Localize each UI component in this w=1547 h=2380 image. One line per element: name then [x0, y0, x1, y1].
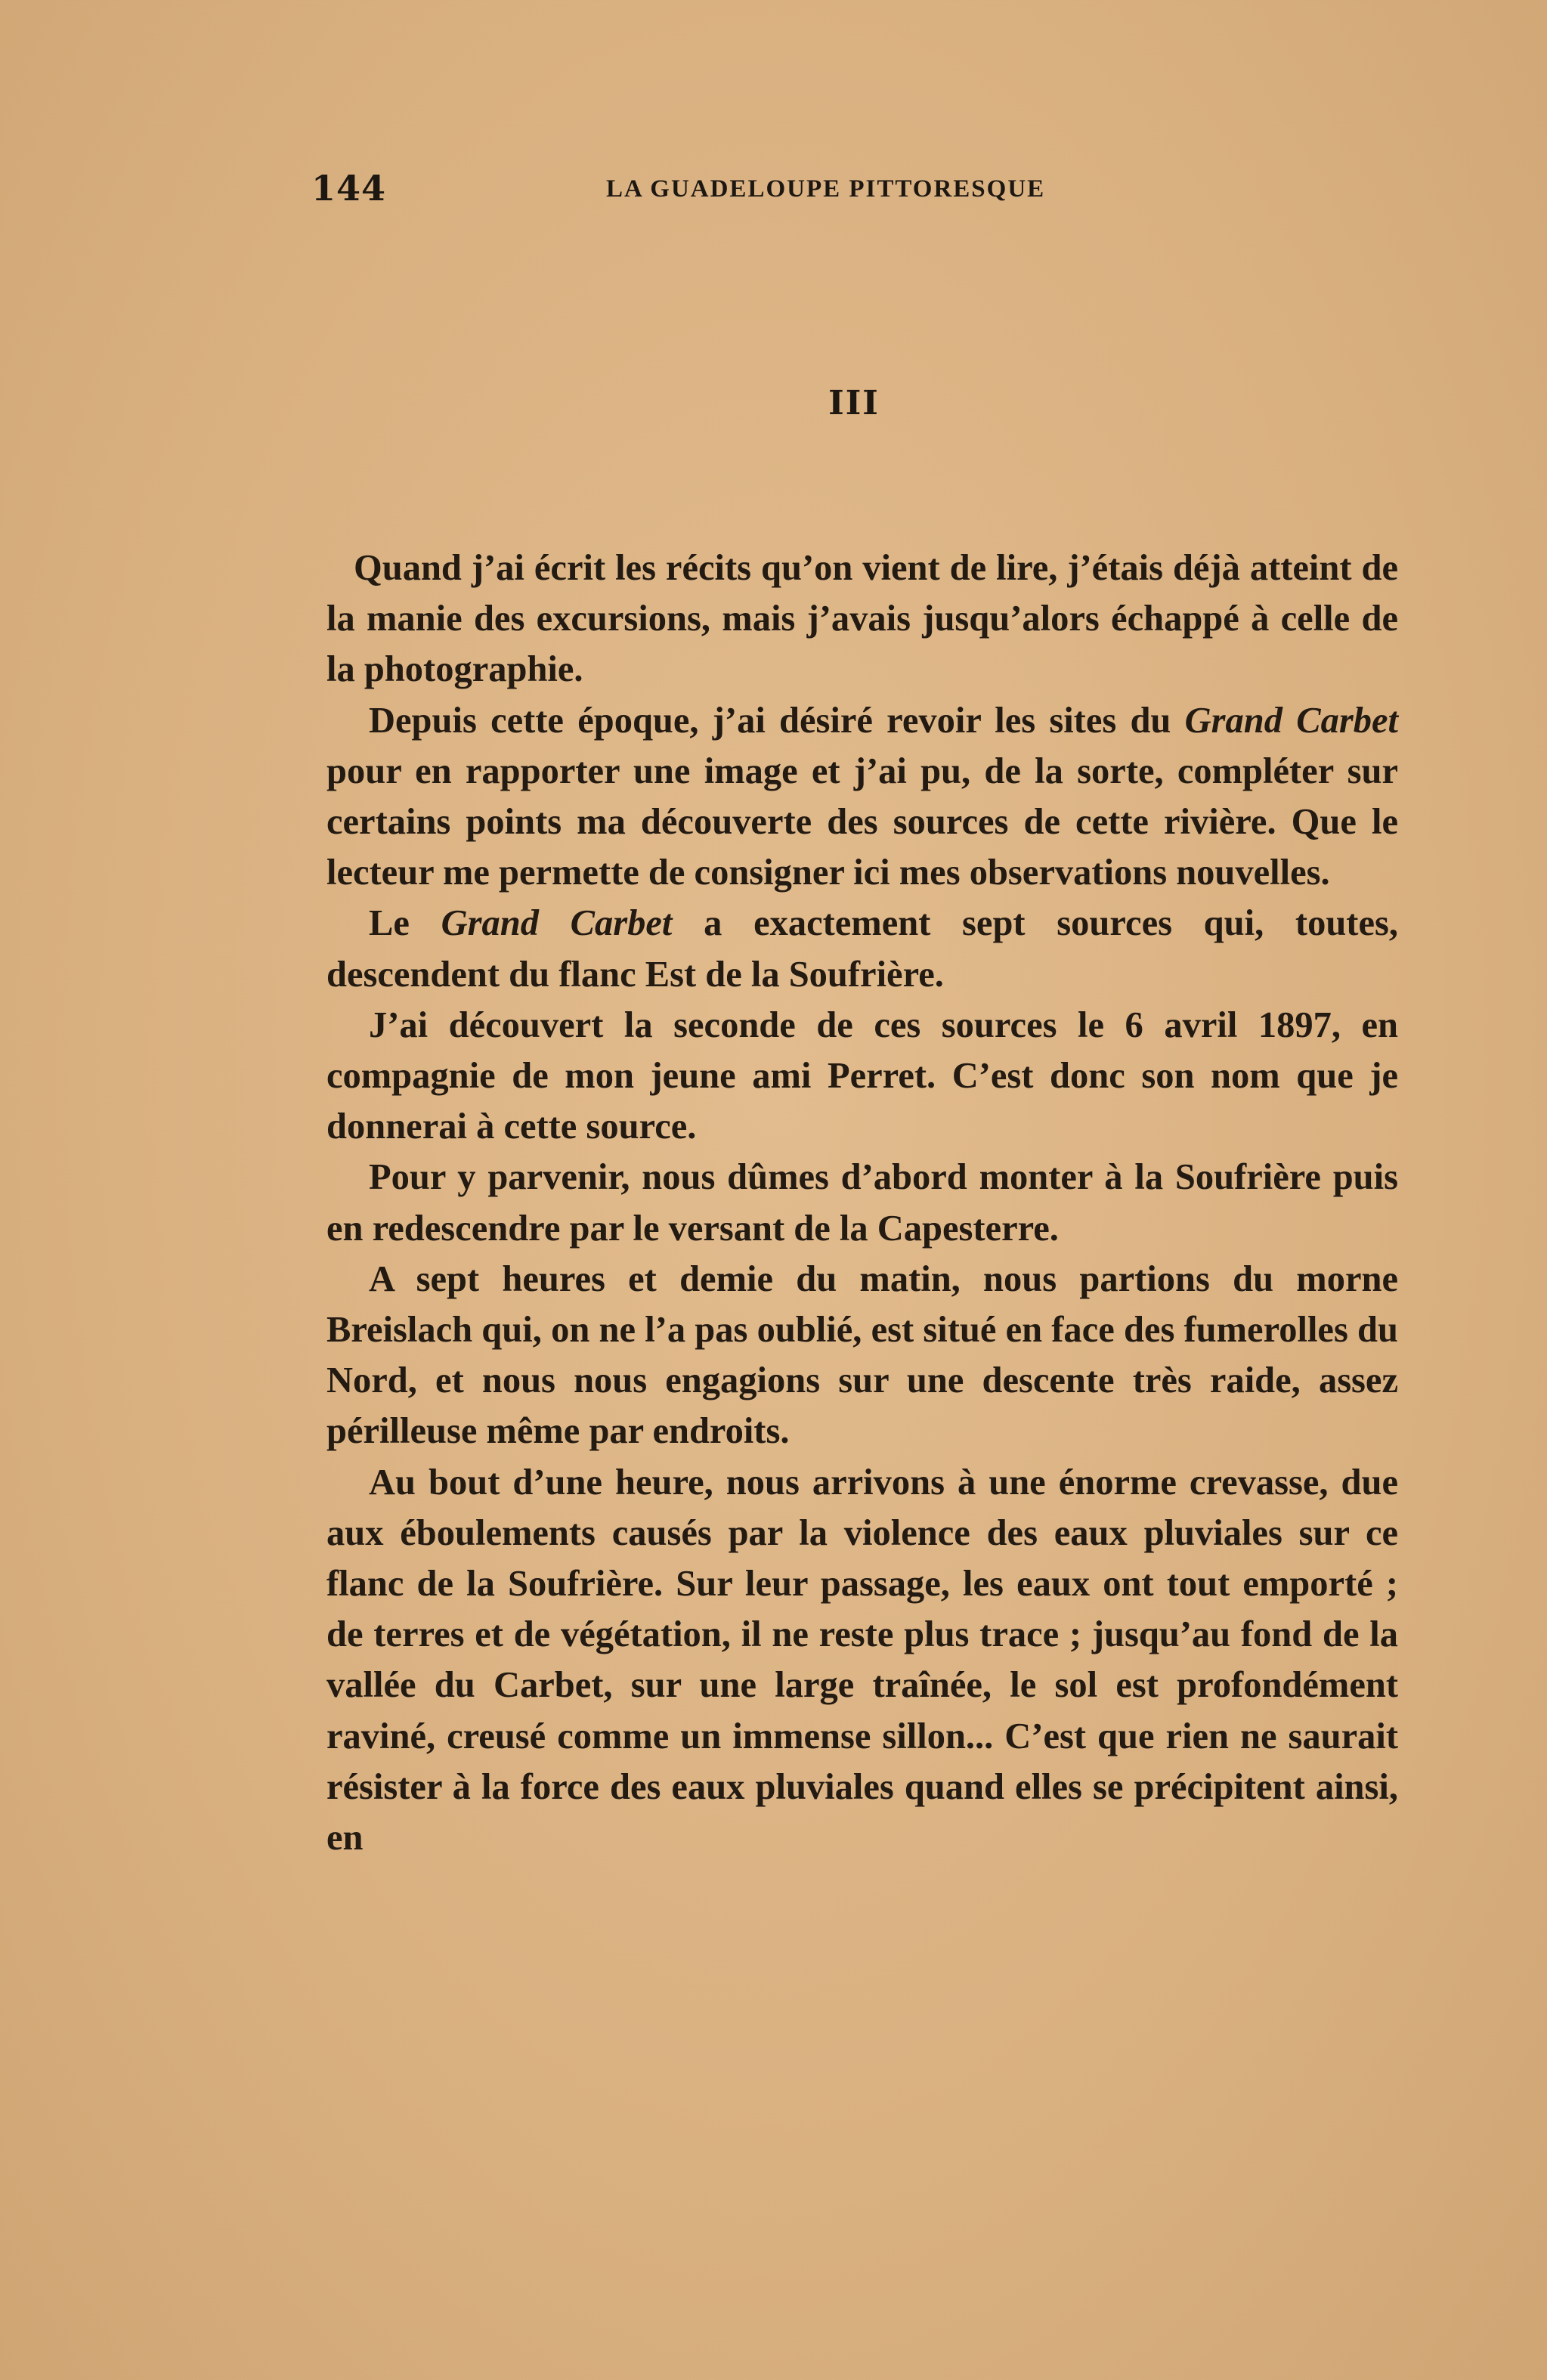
place-name: Grand Carbet — [441, 903, 673, 944]
body-text — [326, 543, 1398, 1863]
page-number: 144 — [311, 168, 387, 209]
running-head — [311, 168, 1097, 213]
paragraph: Depuis cette époque, j’ai désiré revoir les sites du Grand Carbet pour en rapporter une image et j’ai pu, de la sorte, compléter sur certains points ma découverte des sources de cette rivière. Que le lecteur me permette de consigner ici mes observations nouvelles. — [326, 700, 1398, 893]
paragraph: A sept heures et demie du matin, nous partions du morne Breislach qui, on ne l’a pas oublié, est situé en face des fumerolles du Nord, et nous nous engagions sur une descente très raide, assez périlleuse même par endroits. — [326, 1258, 1398, 1452]
paragraph: Le Grand Carbet a exactement sept sources qui, toutes, descendent du flanc Est de la Soufrière. — [326, 903, 1398, 995]
chapter-number: III — [828, 384, 880, 422]
place-name: Grand Carbet — [1184, 700, 1398, 741]
paragraph: Pour y parvenir, nous dûmes d’abord monter à la Soufrière puis en redescendre par le versant de la Capesterre. — [326, 1157, 1398, 1249]
book-title: LA GUADELOUPE PITTORESQUE — [606, 175, 1046, 203]
paragraph: J’ai découvert la seconde de ces sources le 6 avril 1897, en compagnie de mon jeune ami Perret. C’est donc son nom que je donnerai à cette source. — [326, 1004, 1398, 1147]
paragraph: Quand j’ai écrit les récits qu’on vient de lire, j’étais déjà atteint de la manie des excursions, mais j’avais jusqu’alors échappé à celle de la photographie. — [326, 548, 1398, 690]
paragraph: Au bout d’une heure, nous arrivons à une énorme crevasse, due aux éboulements causés par la violence des eaux pluviales sur ce flanc de la Soufrière. Sur leur passage, les eaux ont tout emporté ; de terres et de végétation, il ne reste plus trace ; jusqu’au fond de la vallée du Carbet, sur une large traînée, le sol est profondément raviné, creusé comme un immense sillon... C’est que rien ne saurait résister à la force des eaux pluviales quand elles se précipitent ainsi, en — [326, 1462, 1398, 1859]
